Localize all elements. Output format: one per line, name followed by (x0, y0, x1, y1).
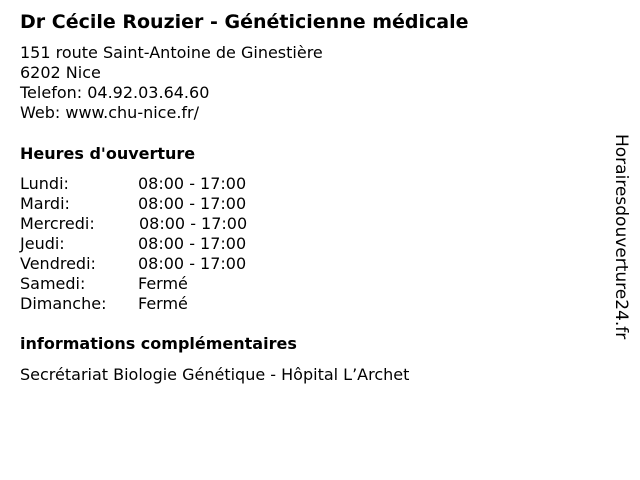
day-label: Vendredi: (20, 254, 96, 273)
day-hours: 08:00 - 17:00 (138, 174, 247, 193)
web-line: Web: www.chu-nice.fr/ (20, 103, 199, 122)
address-line: 151 route Saint-Antoine de Ginestière (20, 43, 323, 62)
page-title: Dr Cécile Rouzier - Généticienne médicale (20, 11, 469, 33)
day-label: Lundi: (20, 174, 69, 193)
day-label: Mardi: (20, 194, 70, 213)
day-hours: Fermé (138, 274, 188, 293)
additional-info-heading: informations complémentaires (20, 334, 297, 353)
day-hours: 08:00 - 17:00 (139, 214, 248, 233)
city-line: 6202 Nice (20, 63, 101, 82)
contact-block (20, 43, 323, 123)
day-label: Jeudi: (20, 234, 65, 253)
additional-info-text: Secrétariat Biologie Génétique - Hôpital L’Archet (20, 365, 410, 384)
phone-line: Telefon: 04.92.03.64.60 (20, 83, 210, 102)
day-label: Dimanche: (20, 294, 107, 313)
opening-hours-heading: Heures d'ouverture (20, 144, 196, 163)
day-label: Samedi: (20, 274, 86, 293)
watermark-text: Horairesdouverture24.fr (611, 134, 631, 340)
site-watermark (610, 134, 632, 344)
day-label: Mercredi: (20, 214, 95, 233)
day-hours: 08:00 - 17:00 (138, 254, 247, 273)
day-hours: 08:00 - 17:00 (138, 194, 247, 213)
day-hours: Fermé (138, 294, 188, 313)
day-hours: 08:00 - 17:00 (138, 234, 247, 253)
